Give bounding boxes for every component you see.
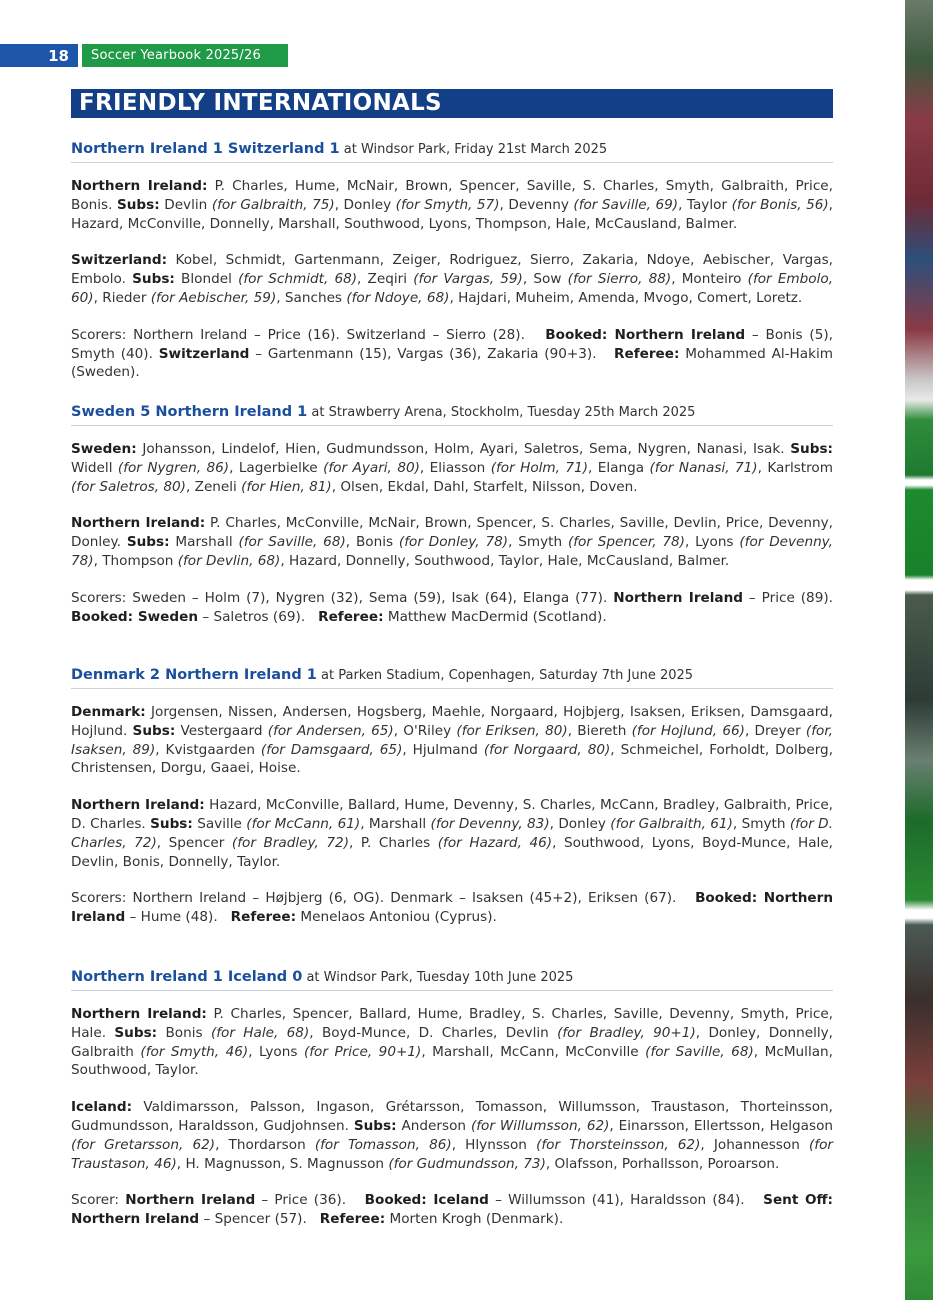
lineup-paragraph: Northern Ireland: P. Charles, Spencer, Ballard, Hume, Bradley, S. Charles, Saville, Devenny, Smyth, Price, Hale. Subs: Bonis (for Hale, 68), Boyd-Munce, D. Charles, Devlin (for Bradley, 90+1), Donley, Donnelly, Galbraith (for Smyth, 46), Lyons (for Price, 90+1), Marshall, McCann, McConville (for Saville, 68), McMullan, Southwood, Taylor.: [71, 1006, 834, 1079]
match-score: Denmark 2 Northern Ireland 1: [71, 667, 317, 683]
match-venue: at Strawberry Arena, Stockholm, Tuesday 25th March 2025: [311, 405, 696, 420]
match-events-paragraph: Scorers: Northern Ireland – Price (16). Switzerland – Sierro (28). Booked: Northern Ireland – Bonis (5), Smyth (40). Switzerland – Gartenmann (15), Vargas (36), Zakaria (90+3). Referee: Mohammed Al-Hakim (Sweden).: [71, 326, 833, 381]
page-number: 18: [0, 44, 78, 67]
lineup-paragraph: Northern Ireland: P. Charles, McConville, McNair, Brown, Spencer, S. Charles, Saville, Devlin, Price, Devenny, Donley. Subs: Marshall (for Saville, 68), Bonis (for Donley, 78), Smyth (for Spencer, 78), Lyons (for Devenny, 78), Thompson (for Devlin, 68), Hazard, Donnelly, Southwood, Taylor, Hale, McCausland, Balmer.: [71, 515, 833, 569]
match-events-paragraph: Scorers: Northern Ireland – Højbjerg (6, OG). Denmark – Isaksen (45+2), Eriksen (67). Booked: Northern Ireland – Hume (48). Referee: Menelaos Antoniou (Cyprus).: [71, 890, 833, 926]
lineup-paragraph: Sweden: Johansson, Lindelof, Hien, Gudmundsson, Holm, Ayari, Saletros, Sema, Nygren, Nanasi, Isak. Subs: Widell (for Nygren, 86), Lagerbielke (for Ayari, 80), Eliasson (for Holm, 71), Elanga (for Nanasi, 71), Karlstrom (for Saletros, 80), Zeneli (for Hien, 81), Olsen, Ekdal, Dahl, Starfelt, Nilsson, Doven.: [71, 441, 833, 495]
match-block: [71, 969, 833, 1229]
match-venue: at Parken Stadium, Copenhagen, Saturday 7th June 2025: [321, 668, 694, 683]
match-score: Sweden 5 Northern Ireland 1: [71, 404, 308, 420]
lineup-paragraph: Denmark: Jorgensen, Nissen, Andersen, Hogsberg, Maehle, Norgaard, Hojbjerg, Isaksen, Eriksen, Damsgaard, Hojlund. Subs: Vestergaard (for Andersen, 65), O'Riley (for Eriksen, 80), Biereth (for Hojlund, 66), Dreyer (for, Isaksen, 89), Kvistgaarden (for Damsgaard, 65), Hjulmand (for Norgaard, 80), Schmeichel, Forholdt, Dolberg, Christensen, Dorgu, Gaaei, Hoise.: [71, 704, 834, 777]
match-events-paragraph: Scorer: Northern Ireland – Price (36). Booked: Iceland – Willumsson (41), Haraldsson (84). Sent Off: Northern Ireland – Spencer (57). Referee: Morten Krogh (Denmark).: [71, 1192, 833, 1228]
match-block: [71, 404, 833, 626]
match-heading: [71, 404, 833, 426]
section-banner: [71, 89, 833, 118]
match-heading: [71, 969, 833, 991]
section-title: FRIENDLY INTERNATIONALS: [79, 90, 442, 116]
lineup-paragraph: Northern Ireland: P. Charles, Hume, McNair, Brown, Spencer, Saville, S. Charles, Smyth, Galbraith, Price, Bonis. Subs: Devlin (for Galbraith, 75), Donley (for Smyth, 57), Devenny (for Saville, 69), Taylor (for Bonis, 56), Hazard, McConville, Donnelly, Marshall, Southwood, Lyons, Thompson, Hale, McCausland, Balmer.: [71, 178, 833, 232]
match-heading: [71, 667, 833, 689]
match-block: [71, 141, 833, 382]
match-block: [71, 667, 833, 927]
lineup-paragraph: Switzerland: Kobel, Schmidt, Gartenmann, Zeiger, Rodriguez, Sierro, Zakaria, Ndoye, Aebischer, Vargas, Embolo. Subs: Blondel (for Schmidt, 68), Zeqiri (for Vargas, 59), Sow (for Sierro, 88), Monteiro (for Embolo, 60), Rieder (for Aebischer, 59), Sanches (for Ndoye, 68), Hajdari, Muheim, Amenda, Mvogo, Comert, Loretz.: [71, 252, 834, 306]
match-venue: at Windsor Park, Tuesday 10th June 2025: [306, 970, 574, 985]
match-heading: [71, 141, 833, 163]
side-photo-strip: [905, 0, 933, 1300]
match-score: Northern Ireland 1 Iceland 0: [71, 969, 303, 985]
match-venue: at Windsor Park, Friday 21st March 2025: [343, 142, 608, 157]
publication-title: Soccer Yearbook 2025/26: [82, 44, 288, 67]
match-score: Northern Ireland 1 Switzerland 1: [71, 141, 340, 157]
lineup-paragraph: Northern Ireland: Hazard, McConville, Ballard, Hume, Devenny, S. Charles, McCann, Bradley, Galbraith, Price, D. Charles. Subs: Saville (for McCann, 61), Marshall (for Devenny, 83), Donley (for Galbraith, 61), Smyth (for D. Charles, 72), Spencer (for Bradley, 72), P. Charles (for Hazard, 46), Southwood, Lyons, Boyd-Munce, Hale, Devlin, Bonis, Donnelly, Taylor.: [71, 797, 834, 870]
match-events-paragraph: Scorers: Sweden – Holm (7), Nygren (32), Sema (59), Isak (64), Elanga (77). Northern Ireland – Price (89). Booked: Sweden – Saletros (69). Referee: Matthew MacDermid (Scotland).: [71, 589, 833, 625]
lineup-paragraph: Iceland: Valdimarsson, Palsson, Ingason, Grétarsson, Tomasson, Willumsson, Traustason, Thorteinsson, Gudmundsson, Haraldsson, Gudjohnsen. Subs: Anderson (for Willumsson, 62), Einarsson, Ellertsson, Helgason (for Gretarsson, 62), Thordarson (for Tomasson, 86), Hlynsson (for Thorsteinsson, 62), Johannesson (for Traustason, 46), H. Magnusson, S. Magnusson (for Gudmundsson, 73), Olafsson, Porhallsson, Poroarson.: [71, 1099, 833, 1172]
